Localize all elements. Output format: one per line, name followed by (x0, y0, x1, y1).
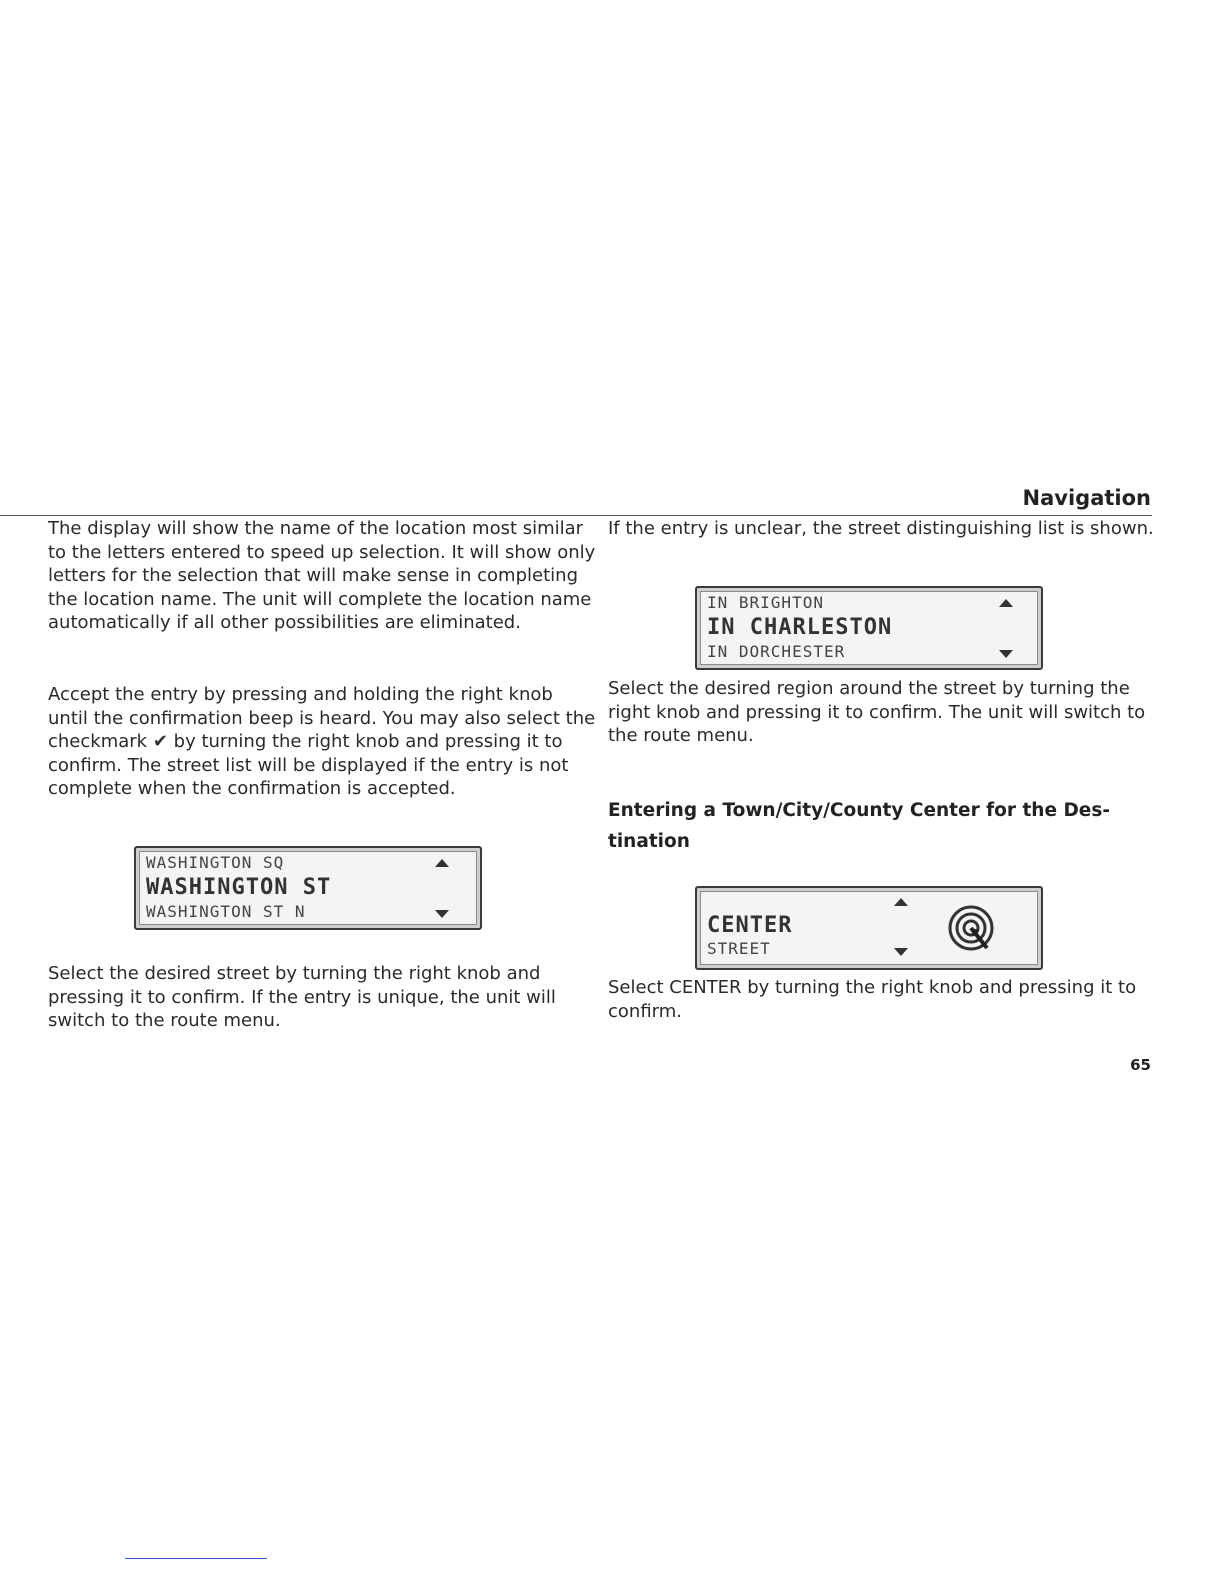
center-option-selected: CENTER (707, 913, 793, 938)
left-paragraph-2 (48, 683, 596, 801)
section-subheading: Entering a Town/City/County Center for the Des-tination (608, 800, 1111, 852)
scroll-up-icon (999, 599, 1013, 607)
scroll-down-icon (435, 910, 449, 918)
right-para3-text: Select CENTER by turning the right knob and pressing it to confirm. (608, 977, 1137, 1022)
page-number: 65 (1130, 1056, 1151, 1074)
right-para1-text: If the entry is unclear, the street distinguishing list is shown. (608, 518, 1154, 539)
left-para2-text (48, 683, 596, 801)
header-rule (0, 515, 1152, 516)
left-paragraph-3 (48, 962, 596, 1033)
scroll-up-icon (435, 859, 449, 867)
display-line-3: WASHINGTON ST N (146, 902, 306, 921)
left-paragraph-1 (48, 517, 596, 635)
left-para2-part2: by turning the right knob and pressing it to confirm. The street list will be displayed if the entry is not complete when the confirmation is accepted. (48, 731, 569, 799)
display-line-2-selected: IN CHARLESTON (707, 615, 893, 640)
display-line-1: IN BRIGHTON (707, 593, 824, 612)
checkmark-icon: ✔ (152, 731, 168, 752)
section-title: Navigation (1022, 486, 1151, 510)
divider-line (125, 1558, 267, 1559)
scroll-up-icon (894, 898, 908, 906)
scroll-down-icon (894, 948, 908, 956)
right-paragraph-3 (608, 976, 1156, 1023)
street-option: STREET (707, 939, 771, 958)
left-para3-text: Select the desired street by turning the right knob and pressing it to confirm. If the entry is unique, the unit will switch to the route menu. (48, 963, 556, 1031)
scroll-down-icon (999, 650, 1013, 658)
display-line-3: IN DORCHESTER (707, 642, 846, 661)
right-paragraph-2 (608, 677, 1156, 748)
street-list-display (134, 846, 482, 930)
center-street-display (695, 886, 1043, 970)
region-list-display (695, 586, 1043, 670)
left-para2-part1: Accept the entry by pressing and holding the right knob until the confirmation beep is heard. You may also select the checkmark (48, 684, 596, 752)
right-para2-text: Select the desired region around the street by turning the right knob and pressing it to confirm. The unit will switch to the route menu. (608, 678, 1146, 746)
left-para1-text: The display will show the name of the location most similar to the letters entered to speed up selection. It will show only letters for the selection that will make sense in completing the location name. The unit will complete the location name automatically if all other possibilities are eliminated. (48, 518, 596, 633)
target-destination-icon (945, 902, 1001, 958)
display-line-1: WASHINGTON SQ (146, 853, 285, 872)
right-paragraph-1 (608, 517, 1156, 541)
display-line-2-selected: WASHINGTON ST (146, 875, 332, 900)
